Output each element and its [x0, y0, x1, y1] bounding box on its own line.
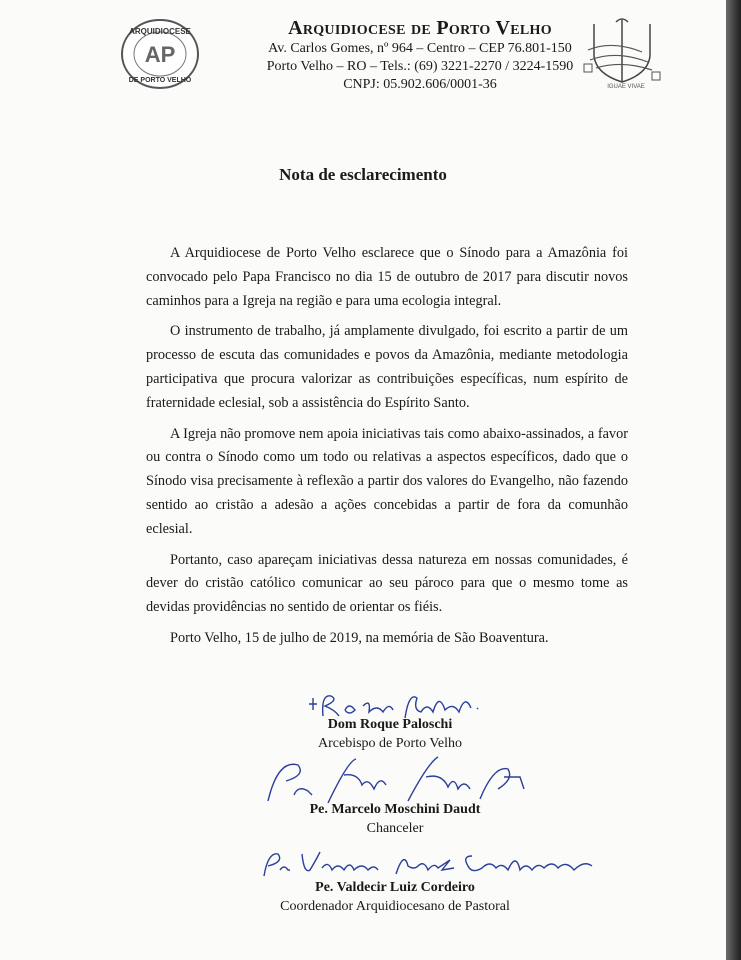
paragraph: Portanto, caso apareçam iniciativas dessa natureza em nossas comunidades, é dever do cristão católico comunicar ao seu pároco para que o mesmo tome as devidas providências no sentido de orientar os fiéis. — [146, 551, 628, 616]
signatory-name: Pe. Valdecir Luiz Cordeiro — [315, 880, 475, 895]
pastoral-emblem-logo — [582, 16, 664, 90]
scan-edge-shadow — [726, 0, 741, 960]
signature-marcelo-moschini-daudt — [258, 755, 538, 805]
organization-name: Arquidiocese de Porto Velho — [288, 17, 552, 39]
paragraph: A Igreja não promove nem apoia iniciativas tais como abaixo-assinados, a favor ou contra o Sínodo como um todo ou relativas a aspectos específicos, dado que o Sínodo visa precisamente à reflexão a partir dos valores do Evangelho, não fazendo sentido ao cristão a adesão a ações concebidas a partir de fora da comunhão eclesial. — [146, 425, 628, 537]
signatory-name: Dom Roque Paloschi — [327, 717, 453, 732]
date-line: Porto Velho, 15 de julho de 2019, na memória de São Boaventura. — [170, 629, 549, 646]
svg-text:IGUAE VIVAE: IGUAE VIVAE — [607, 84, 645, 90]
signatory-block — [270, 800, 520, 838]
signatory-role: Chanceler — [366, 821, 424, 836]
contact: Porto Velho – RO – Tels.: (69) 3221-2270 / 3224-1590 — [266, 59, 574, 74]
signatory-name: Pe. Marcelo Moschini Daudt — [309, 802, 481, 817]
svg-text:DE PORTO VELHO: DE PORTO VELHO — [128, 77, 192, 84]
svg-text:AP: AP — [144, 42, 176, 67]
address: Av. Carlos Gomes, nº 964 – Centro – CEP 76.801-150 — [268, 41, 572, 56]
signatory-role: Arcebispo de Porto Velho — [318, 736, 462, 751]
paragraph: O instrumento de trabalho, já amplamente divulgado, foi escrito a partir de um processo de escuta das comunidades e povos da Amazônia, mediante metodologia participativa que procura valorizar as contribuições específicas, num espírito de fraternidade eclesial, sob a assistência do Espírito Santo. — [146, 323, 628, 411]
signatory-block — [245, 878, 545, 916]
letterhead — [240, 16, 600, 94]
document-title: Nota de esclarecimento — [279, 165, 447, 184]
cnpj: CNPJ: 05.902.606/0001-36 — [343, 77, 497, 92]
document-body — [146, 242, 628, 658]
signatory-role: Coordenador Arquidiocesano de Pastoral — [280, 899, 510, 914]
signatory-block — [280, 715, 500, 753]
signature-valdecir-luiz-cordeiro — [258, 846, 598, 882]
archdiocese-seal-logo — [120, 18, 200, 90]
paragraph: A Arquidiocese de Porto Velho esclarece que o Sínodo para a Amazônia foi convocado pelo Papa Francisco no dia 15 de outubro de 2017 para discutir novos caminhos para a Igreja na região e para uma ecologia integral. — [146, 245, 628, 309]
svg-text:ARQUIDIOCESE: ARQUIDIOCESE — [129, 27, 191, 36]
